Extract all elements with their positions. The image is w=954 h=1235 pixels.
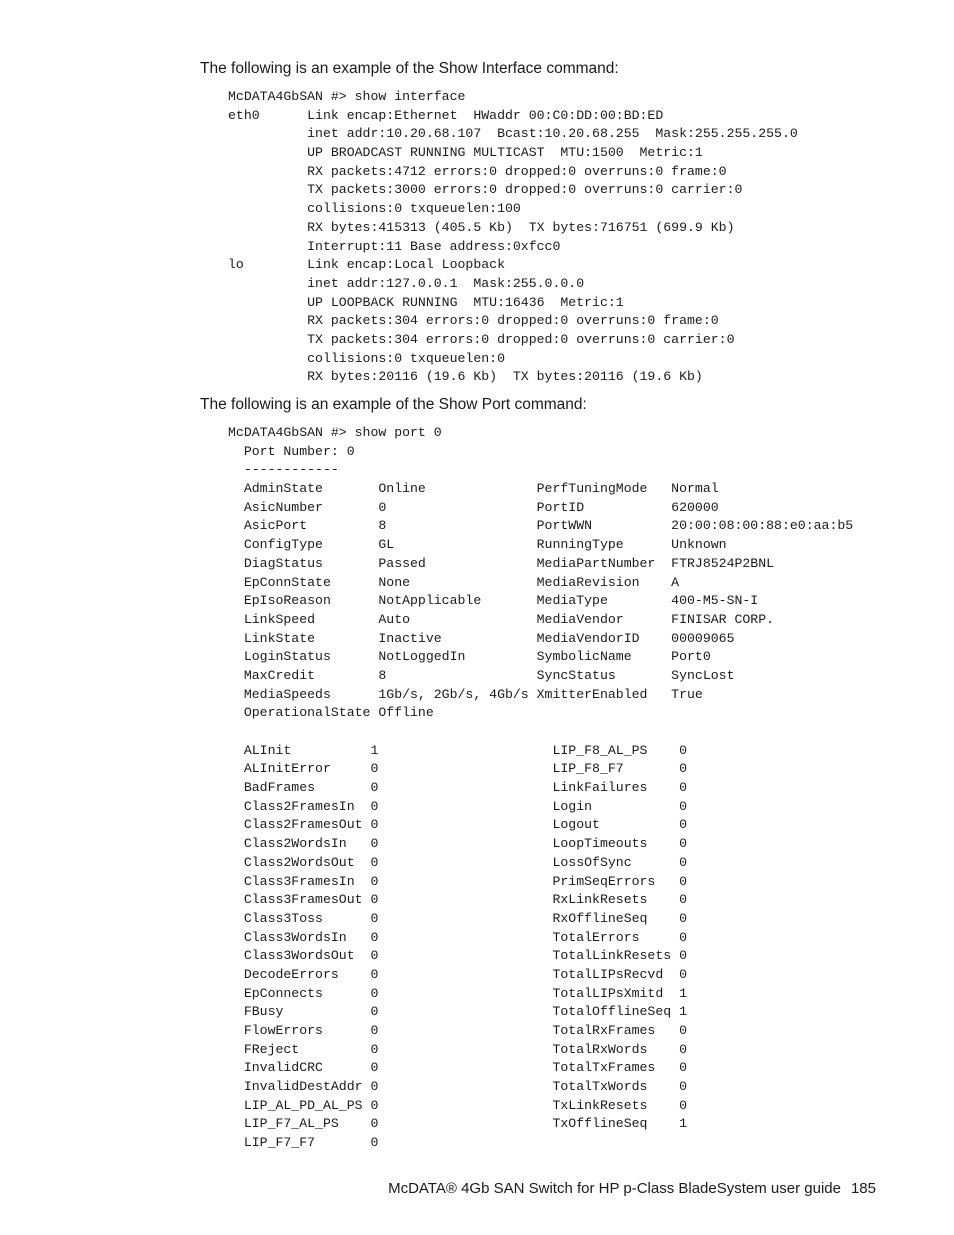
code-line: collisions:0 txqueuelen:0 — [228, 350, 505, 366]
code-line: AsicPort 8 PortWWN 20:00:08:00:88:e0:aa:b5 — [228, 518, 854, 534]
code-line: McDATA4GbSAN #> show port 0 — [228, 425, 442, 440]
code-line: ------------ — [228, 462, 339, 478]
code-line: InvalidCRC 0 TotalTxFrames 0 — [228, 1060, 687, 1076]
intro-show-interface: The following is an example of the Show Interface command: — [200, 60, 619, 77]
code-line: LinkSpeed Auto MediaVendor FINISAR CORP. — [228, 611, 775, 627]
code-line: RX bytes:20116 (19.6 Kb) TX bytes:20116 (19.6 Kb) — [228, 369, 703, 385]
code-line: Class3FramesOut 0 RxLinkResets 0 — [228, 892, 687, 908]
code-line: Class2FramesOut 0 Logout 0 — [228, 817, 687, 833]
code-line: Class2FramesIn 0 Login 0 — [228, 798, 687, 814]
code-line: inet addr:127.0.0.1 Mask:255.0.0.0 — [228, 275, 585, 291]
code-line: Class2WordsIn 0 LoopTimeouts 0 — [228, 836, 687, 852]
code-line: RX bytes:415313 (405.5 Kb) TX bytes:716751 (699.9 Kb) — [228, 219, 735, 235]
code-line: Class3FramesIn 0 PrimSeqErrors 0 — [228, 873, 687, 889]
code-line: DiagStatus Passed MediaPartNumber FTRJ8524P2BNL — [228, 555, 775, 571]
code-line: TX packets:304 errors:0 dropped:0 overruns:0 carrier:0 — [228, 331, 735, 347]
code-line: Interrupt:11 Base address:0xfcc0 — [228, 238, 561, 254]
code-line: Port Number: 0 — [228, 443, 355, 459]
code-line: lo Link encap:Local Loopback — [228, 257, 505, 273]
code-line: EpConnState None MediaRevision A — [228, 574, 680, 590]
code-line: collisions:0 txqueuelen:100 — [228, 201, 521, 217]
code-line: EpConnects 0 TotalLIPsXmitd 1 — [228, 985, 687, 1001]
code-line: AdminState Online PerfTuningMode Normal — [228, 481, 719, 497]
show-interface-code-block — [228, 88, 798, 387]
intro-show-port: The following is an example of the Show Port command: — [200, 396, 587, 413]
code-line: LinkState Inactive MediaVendorID 00009065 — [228, 630, 735, 646]
code-line: LIP_F7_F7 0 — [228, 1135, 379, 1151]
code-line: McDATA4GbSAN #> show interface — [228, 89, 466, 104]
code-line: Class2WordsOut 0 LossOfSync 0 — [228, 854, 687, 870]
code-line: TX packets:3000 errors:0 dropped:0 overruns:0 carrier:0 — [228, 182, 743, 198]
code-line: LIP_AL_PD_AL_PS 0 TxLinkResets 0 — [228, 1097, 687, 1113]
code-line: ALInitError 0 LIP_F8_F7 0 — [228, 761, 687, 777]
code-line: OperationalState Offline — [228, 705, 434, 721]
code-line: UP LOOPBACK RUNNING MTU:16436 Metric:1 — [228, 294, 624, 310]
code-line: Class3Toss 0 RxOfflineSeq 0 — [228, 910, 687, 926]
code-line: BadFrames 0 LinkFailures 0 — [228, 780, 687, 796]
footer-title: McDATA® 4Gb SAN Switch for HP p-Class BladeSystem user guide — [388, 1180, 841, 1197]
page-footer — [388, 1180, 876, 1198]
code-line: LoginStatus NotLoggedIn SymbolicName Port0 — [228, 649, 711, 665]
code-line: DecodeErrors 0 TotalLIPsRecvd 0 — [228, 966, 687, 982]
code-line: RX packets:304 errors:0 dropped:0 overruns:0 frame:0 — [228, 313, 719, 329]
code-line: AsicNumber 0 PortID 620000 — [228, 499, 719, 515]
code-line: MaxCredit 8 SyncStatus SyncLost — [228, 667, 735, 683]
code-line: MediaSpeeds 1Gb/s, 2Gb/s, 4Gb/s XmitterEnabled True — [228, 686, 703, 702]
code-line: InvalidDestAddr 0 TotalTxWords 0 — [228, 1079, 687, 1095]
code-line: eth0 Link encap:Ethernet HWaddr 00:C0:DD:00:BD:ED — [228, 107, 664, 123]
code-line: Class3WordsOut 0 TotalLinkResets 0 — [228, 948, 687, 964]
code-line: inet addr:10.20.68.107 Bcast:10.20.68.255 Mask:255.255.255.0 — [228, 126, 798, 142]
page-number: 185 — [850, 1180, 876, 1197]
code-line: LIP_F7_AL_PS 0 TxOfflineSeq 1 — [228, 1116, 687, 1132]
code-line: RX packets:4712 errors:0 dropped:0 overruns:0 frame:0 — [228, 163, 727, 179]
code-line: FBusy 0 TotalOfflineSeq 1 — [228, 1004, 687, 1020]
code-line: FReject 0 TotalRxWords 0 — [228, 1041, 687, 1057]
code-line: EpIsoReason NotApplicable MediaType 400-M5-SN-I — [228, 593, 759, 609]
code-line — [228, 723, 853, 742]
show-port-code-block — [228, 424, 853, 1153]
code-line: ConfigType GL RunningType Unknown — [228, 537, 727, 553]
code-line: UP BROADCAST RUNNING MULTICAST MTU:1500 Metric:1 — [228, 145, 703, 161]
code-line: ALInit 1 LIP_F8_AL_PS 0 — [228, 742, 687, 758]
code-line: Class3WordsIn 0 TotalErrors 0 — [228, 929, 687, 945]
code-line: FlowErrors 0 TotalRxFrames 0 — [228, 1023, 687, 1038]
